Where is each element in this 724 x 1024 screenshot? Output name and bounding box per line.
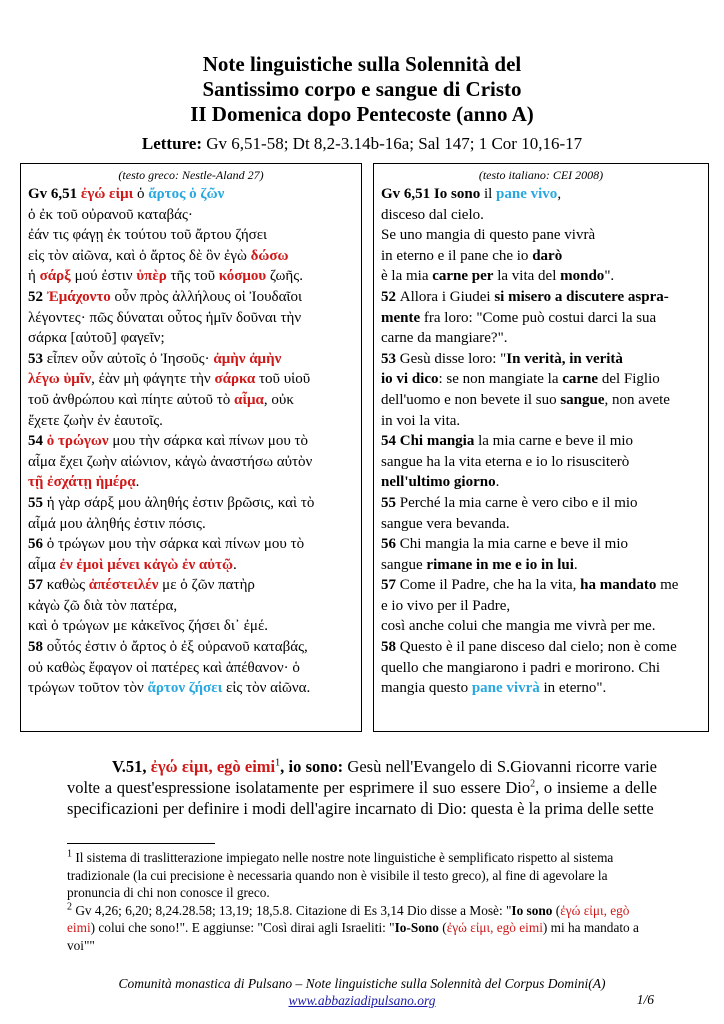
text-segment: darò <box>532 247 563 264</box>
greek-line <box>28 328 354 349</box>
italian-line <box>381 390 701 411</box>
text-segment: carne <box>562 371 599 388</box>
text-segment: 55 <box>381 494 400 511</box>
italian-line <box>381 637 701 658</box>
text-segment: In verità, in verità <box>506 350 623 367</box>
greek-line <box>28 658 354 679</box>
italian-text-box <box>373 163 709 732</box>
text-segment: mondo <box>560 268 605 285</box>
text-segment: τῇ ἐσχάτῃ ἡμέρᾳ <box>28 474 136 491</box>
text-segment: με ὁ ζῶν πατὴρ <box>158 577 255 594</box>
text-segment: sangue <box>560 391 605 408</box>
text-segment: τῆς τοῦ <box>166 268 219 285</box>
text-segment: ἐάν τις φάγῃ ἐκ τούτου τοῦ ἄρτου ζήσει <box>28 227 268 244</box>
greek-line <box>28 184 354 205</box>
text-segment: 58 <box>28 639 47 656</box>
greek-line <box>28 555 354 576</box>
text-segment: Gesù disse loro: " <box>399 350 507 367</box>
text-segment: οὗτός ἐστιν ὁ ἄρτος ὁ ἐξ οὐρανοῦ καταβάς, <box>46 639 308 656</box>
text-segment: sangue vera bevanda. <box>381 515 510 532</box>
commentary-paragraph <box>67 756 657 819</box>
text-segment: disceso dal cielo. <box>381 206 484 223</box>
text-segment: 57 <box>28 577 47 594</box>
text-segment: λέγω ὑμῖν <box>28 371 92 388</box>
footnote-2-io-sono: Io sono <box>511 902 553 918</box>
italian-source-note: (testo italiano: CEI 2008) <box>478 168 604 182</box>
text-segment: 52 <box>28 288 47 305</box>
footnote-2-text-d: ( <box>438 920 447 935</box>
text-segment: Gv 6,51 <box>381 186 434 202</box>
italian-line <box>381 328 701 349</box>
text-segment: in voi la vita. <box>381 412 461 429</box>
text-segment: μου τὴν σάρκα καὶ πίνων μου τὸ <box>108 433 309 450</box>
text-segment: sangue ha la vita eterna e io lo risusciterò <box>381 453 630 470</box>
text-segment: Gv 6,51 <box>28 186 81 202</box>
italian-line <box>381 431 701 452</box>
readings-label: Letture: <box>141 134 202 153</box>
greek-line <box>28 534 354 555</box>
text-segment: 56 <box>381 536 400 553</box>
italian-lines <box>381 184 701 699</box>
footnote-2-greek-1: ἐγώ εἰμι, egò eimi <box>67 902 630 935</box>
greek-line <box>28 246 354 267</box>
text-segment: Io sono <box>433 186 481 202</box>
footnote-ref-1[interactable]: 1 <box>275 757 281 769</box>
text-segment: αἷμά μου ἀληθής ἐστιν πόσις. <box>28 515 206 532</box>
footnote-2 <box>67 902 657 955</box>
italian-line <box>381 287 701 308</box>
text-segment: . <box>135 474 140 491</box>
text-segment: ἄρτον ζήσει <box>147 680 223 697</box>
text-segment: 54 <box>28 433 47 450</box>
greek-line <box>28 349 354 370</box>
greek-line <box>28 390 354 411</box>
text-segment: e io vivo per il Padre, <box>381 597 511 614</box>
text-segment: σάρκα <box>214 371 256 388</box>
text-segment: ὑπὲρ <box>136 268 167 285</box>
title-line-2: Santissimo corpo e sangue di Cristo <box>202 77 522 101</box>
italian-line <box>381 452 701 473</box>
greek-line <box>28 266 354 287</box>
italian-line <box>381 616 701 637</box>
text-segment: ὁ ἐκ τοῦ οὐρανοῦ καταβάς· <box>28 206 193 223</box>
footnote-1 <box>67 849 657 902</box>
text-segment: così anche colui che mangia me vivrà per me. <box>381 618 656 635</box>
text-segment: 56 <box>28 536 47 553</box>
text-segment: , <box>557 186 562 202</box>
footnote-2-text-b: ( <box>552 902 561 918</box>
greek-lines <box>28 184 354 699</box>
text-segment: ἔχετε ζωὴν ἐν ἑαυτοῖς. <box>28 412 163 429</box>
text-segment: λέγοντες· πῶς δύναται οὗτος ἡμῖν δοῦναι τὴν <box>28 309 302 326</box>
footnote-divider <box>67 843 215 844</box>
italian-line <box>381 596 701 617</box>
page-number: 1/6 <box>636 992 654 1007</box>
text-segment: ἡ γὰρ σάρξ μου ἀληθής ἐστιν βρῶσις, καὶ τὸ <box>46 494 315 511</box>
greek-line <box>28 637 354 658</box>
footnote-2-io-sono-2: Io-Sono <box>394 920 439 935</box>
footnotes <box>67 849 657 954</box>
text-segment: : se non mangiate la <box>438 371 563 388</box>
text-segment: carne per <box>432 268 494 285</box>
text-segment: Perché la mia carne è vero cibo e il mio <box>399 494 638 511</box>
text-segment: , non avete <box>604 391 670 408</box>
greek-line <box>28 678 354 699</box>
text-segment: Come il Padre, che ha la vita, <box>399 577 581 594</box>
footer-url-link[interactable]: www.abbaziadipulsano.org <box>288 993 436 1008</box>
text-segment: io vi dico <box>381 371 439 388</box>
text-segment: 58 <box>381 639 400 656</box>
text-segment: mente <box>381 309 421 326</box>
footnote-1-number: 1 <box>67 848 72 860</box>
text-segment: me <box>656 577 679 594</box>
text-segment: , ἐὰν μὴ φάγητε τὴν <box>91 371 215 388</box>
text-segment: 54 <box>381 433 400 450</box>
page-footer <box>0 975 724 1009</box>
text-segment: Chi mangia <box>399 433 475 450</box>
text-segment: ἐν ἐμοὶ μένει κἀγὼ ἐν αὐτῷ <box>59 556 233 573</box>
text-segment: καὶ ὁ τρώγων με κἀκεῖνος ζήσει δι᾽ ἐμέ. <box>28 618 268 635</box>
text-segment: carne da mangiare?". <box>381 330 508 347</box>
text-segment: ἀμὴν ἀμὴν <box>213 350 282 367</box>
greek-line <box>28 308 354 329</box>
italian-line <box>381 493 701 514</box>
footnote-2-number: 2 <box>67 901 72 913</box>
text-segment: ζωῆς. <box>266 268 303 285</box>
italian-line <box>381 575 701 596</box>
italian-line <box>381 225 701 246</box>
greek-line <box>28 431 354 452</box>
greek-line <box>28 514 354 535</box>
text-segment: ὁ <box>133 186 149 202</box>
text-segment: Chi mangia la mia carne e beve il mio <box>399 536 629 553</box>
text-segment: κόσμου <box>218 268 267 285</box>
greek-line <box>28 369 354 390</box>
text-segment: è la mia <box>381 268 433 285</box>
text-segment: οὐ καθὼς ἔφαγον οἱ πατέρες καὶ ἀπέθανον· ὁ <box>28 659 300 676</box>
text-segment: Se uno mangia di questo pane vivrà <box>381 227 596 244</box>
text-segment: . <box>495 474 500 491</box>
italian-line <box>381 205 701 226</box>
gloss: , io sono: <box>280 757 344 776</box>
footnote-2-greek-2: ἐγώ εἰμι, egò eimi <box>446 920 543 935</box>
text-segment: αἷμα <box>234 391 264 408</box>
italian-line <box>381 411 701 432</box>
text-segment: mangia questo <box>381 680 472 697</box>
text-segment: ὁ τρώγων <box>46 433 109 450</box>
text-segment: in eterno e il pane che io <box>381 247 533 264</box>
text-segment: nell'ultimo giorno <box>381 474 496 491</box>
text-segment: ". <box>604 268 615 285</box>
text-segment: pane vivo <box>496 186 558 202</box>
italian-line <box>381 472 701 493</box>
text-segment: ἡ <box>28 268 40 285</box>
greek-text-box <box>20 163 362 732</box>
text-segment: Ἐμάχοντο <box>46 288 111 305</box>
text-segment: καθὼς <box>46 577 89 594</box>
italian-line <box>381 184 701 205</box>
commentary-text-b: , o insieme a delle specificazioni per definire i modi dell'agire incarnato di Dio: questa è la prima delle sette <box>67 778 657 818</box>
greek-phrase: ἐγώ εἰμι, egò eimi <box>150 757 276 776</box>
footnote-ref-2[interactable]: 2 <box>530 778 536 790</box>
text-segment: κἀγὼ ζῶ διὰ τὸν πατέρα, <box>28 597 178 614</box>
italian-line <box>381 534 701 555</box>
text-segment: sangue <box>381 556 427 573</box>
text-segment: il <box>480 186 497 202</box>
title-line-3: II Domenica dopo Pentecoste (anno A) <box>190 102 534 126</box>
footnote-2-text-a: Gv 4,26; 6,20; 8,24.28.58; 13,19; 18,5.8. Citazione di Es 3,14 Dio disse a Mosè: " <box>72 902 512 918</box>
greek-line <box>28 225 354 246</box>
text-segment: Allora i Giudei <box>399 288 495 305</box>
text-segment: εἰς τὸν αἰῶνα, καὶ ὁ ἄρτος δὲ ὃν ἐγὼ <box>28 247 251 264</box>
text-segment: la mia carne e beve il mio <box>474 433 634 450</box>
text-segment: 57 <box>381 577 400 594</box>
text-segment: si misero a discutere aspra- <box>494 288 669 305</box>
footnote-1-text: Il sistema di traslitterazione impiegato nelle nostre note linguistiche è semplificato rispetto al sistema tradizionale (la cui precisione è necessaria quando non è visibile il testo greco), al fine di agevolare la pronuncia di chi non conosce il greco. <box>67 850 614 900</box>
text-segment: . <box>573 556 578 573</box>
text-segment: σάρκα [αὐτοῦ] φαγεῖν; <box>28 330 165 347</box>
italian-line <box>381 514 701 535</box>
greek-line <box>28 472 354 493</box>
text-segment: quello che mangiarono i padri e morirono. Chi <box>381 659 661 676</box>
text-segment: fra loro: "Come può costui darci la sua <box>420 309 657 326</box>
greek-line <box>28 411 354 432</box>
text-segment: εἰς τὸν αἰῶνα. <box>222 680 311 697</box>
greek-line <box>28 287 354 308</box>
footnote-2-text-c: ) colui che sono!". E aggiunse: "Così dirai agli Israeliti: " <box>90 920 395 935</box>
italian-line <box>381 658 701 679</box>
greek-line <box>28 596 354 617</box>
text-segment: la vita del <box>493 268 561 285</box>
text-segment: Questo è il pane disceso dal cielo; non è come <box>399 639 677 656</box>
text-segment: τοῦ υἱοῦ <box>255 371 311 388</box>
text-segment: δώσω <box>250 247 289 264</box>
title-line-1: Note linguistiche sulla Solennità del <box>202 52 522 76</box>
text-segment: ἄρτος ὁ ζῶν <box>148 186 225 202</box>
text-segment: in eterno". <box>539 680 607 697</box>
italian-line <box>381 266 701 287</box>
text-segment: αἷμα ἔχει ζωὴν αἰώνιον, κἀγὼ ἀναστήσω αὐτὸν <box>28 453 313 470</box>
italian-line <box>381 308 701 329</box>
verse-ref: V.51 <box>112 757 143 776</box>
text-segment: τοῦ ἀνθρώπου καὶ πίητε αὐτοῦ τὸ <box>28 391 235 408</box>
readings-line <box>0 134 724 154</box>
commentary-text-a: Gesù nell'Evangelo di S.Giovanni ricorre varie volte a quest'espressione isolatamente per esprimere il suo essere Dio <box>67 757 657 797</box>
text-segment: pane vivrà <box>471 680 540 697</box>
verse-comma: , <box>142 757 151 776</box>
text-segment: 53 <box>381 350 400 367</box>
greek-line <box>28 575 354 596</box>
text-segment: ἐγώ εἰμι <box>80 186 134 202</box>
text-segment: dell'uomo e non bevete il suo <box>381 391 561 408</box>
text-segment: ἀπέστειλέν <box>88 577 159 594</box>
greek-source-note: (testo greco: Nestle-Aland 27) <box>118 168 264 182</box>
text-segment: rimane in me e io in lui <box>426 556 574 573</box>
text-segment: σάρξ <box>39 268 71 285</box>
page-title <box>0 52 724 127</box>
greek-line <box>28 616 354 637</box>
italian-line <box>381 246 701 267</box>
text-segment: μού ἐστιν <box>70 268 137 285</box>
text-segment: αἷμα <box>28 556 60 573</box>
italian-line <box>381 555 701 576</box>
text-segment: 55 <box>28 494 47 511</box>
footnote-2-text-e: ) mi ha mandato a voi"" <box>67 920 639 953</box>
text-segment: del Figlio <box>598 371 660 388</box>
readings-text: Gv 6,51-58; Dt 8,2-3.14b-16a; Sal 147; 1 Cor 10,16-17 <box>206 134 583 153</box>
text-segment: ha mandato <box>580 577 657 594</box>
italian-line <box>381 678 701 699</box>
text-segment: τρώγων τοῦτον τὸν <box>28 680 148 697</box>
footer-line: Comunità monastica di Pulsano – Note linguistiche sulla Solennità del Corpus Domini(A) <box>118 976 606 991</box>
italian-line <box>381 369 701 390</box>
italian-line <box>381 349 701 370</box>
text-segment: εἶπεν οὖν αὐτοῖς ὁ Ἰησοῦς· <box>46 350 214 367</box>
text-segment: ὁ τρώγων μου τὴν σάρκα καὶ πίνων μου τὸ <box>46 536 305 553</box>
text-segment: . <box>232 556 237 573</box>
greek-line <box>28 493 354 514</box>
greek-line <box>28 452 354 473</box>
text-segment: , οὐκ <box>263 391 294 408</box>
text-segment: 53 <box>28 350 47 367</box>
text-segment: 52 <box>381 288 400 305</box>
greek-line <box>28 205 354 226</box>
text-segment: οὖν πρὸς ἀλλήλους οἱ Ἰουδαῖοι <box>110 288 302 305</box>
